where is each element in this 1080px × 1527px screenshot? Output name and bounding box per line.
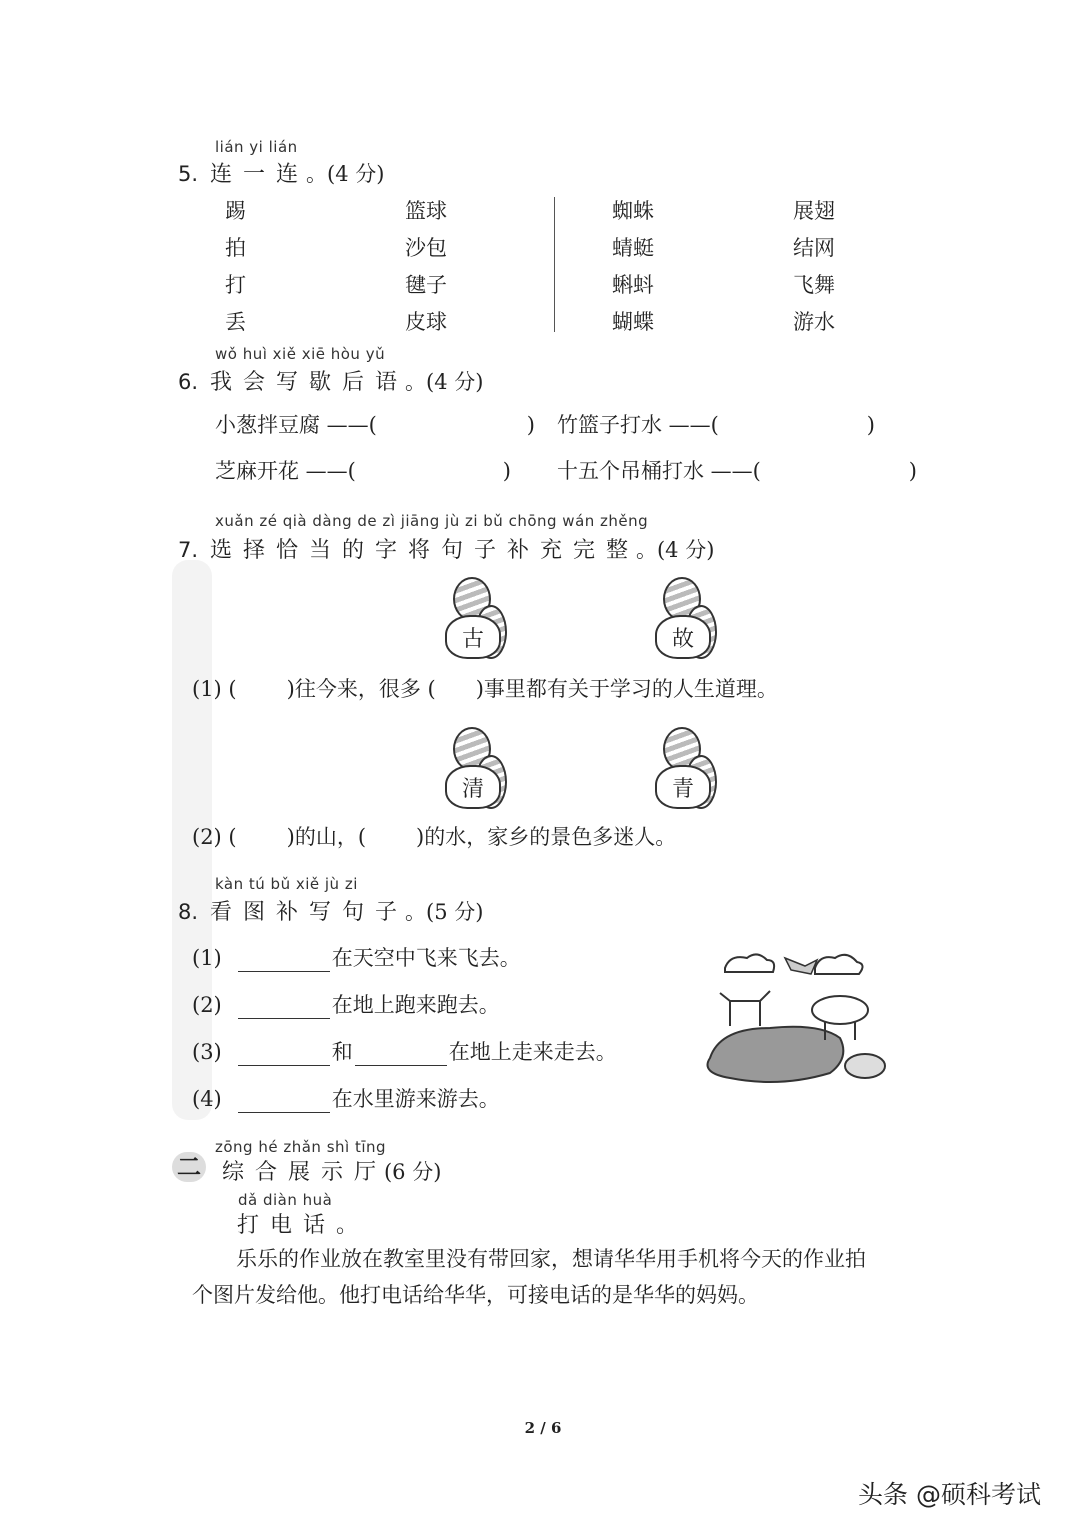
- match-verb: 打: [225, 273, 246, 297]
- q8-item: [192, 1083, 500, 1113]
- match-verb: 踢: [225, 199, 246, 223]
- item-number: (3): [192, 1040, 222, 1064]
- q7-s2-b: )的山，(: [286, 825, 367, 849]
- q8-score: 。(5 分): [405, 900, 484, 924]
- answer-blank[interactable]: [238, 951, 330, 972]
- section-mark: 二: [172, 1152, 206, 1182]
- q7-s2-a: (2) (: [192, 825, 237, 849]
- q6-title: 我 会 写 歇 后 语: [210, 370, 400, 395]
- q7-title: 选 择 恰 当 的 字 将 句 子 补 充 完 整: [210, 538, 630, 563]
- q7-s1-b: )往今来，很多 (: [286, 677, 436, 701]
- match-action: 展翅: [793, 199, 835, 223]
- paragraph-line: 个图片发给他。他打电话给华华，可接电话的是华华的妈妈。: [192, 1283, 759, 1307]
- match-insect: 蝴蝶: [612, 310, 654, 334]
- match-insect: 蜘蛛: [612, 199, 654, 223]
- q6-close: ): [526, 413, 535, 437]
- watermark-text: 头条 @硕科考试: [858, 1480, 1041, 1509]
- q7-s1-c: )事里都有关于学习的人生道理。: [475, 677, 778, 701]
- item-text: 在地上跑来跑去。: [331, 993, 500, 1017]
- q5-title: 连 一 连: [210, 162, 301, 187]
- q5-number: 5.: [178, 162, 199, 186]
- q8-pinyin: kàn tú bǔ xiě jù zi: [215, 875, 358, 893]
- item-number: (4): [192, 1087, 222, 1111]
- item-text: 在天空中飞来飞去。: [331, 946, 521, 970]
- bee-card: [445, 725, 507, 807]
- sec2-title: 综 合 展 示 厅: [222, 1160, 378, 1185]
- bee-card: [445, 575, 507, 657]
- sec2-heading: [222, 1155, 441, 1186]
- match-verb: 拍: [225, 236, 246, 260]
- q8-heading: [178, 895, 483, 926]
- char-option: 青: [655, 765, 711, 809]
- q6-row: [215, 455, 511, 485]
- q6-score: 。(4 分): [405, 370, 484, 394]
- match-object: 皮球: [405, 310, 447, 334]
- sub-title: 打 电 话 。: [237, 1213, 360, 1238]
- q6-item: 竹篮子打水 ——(: [557, 413, 719, 437]
- q7-sentence-1: [192, 673, 778, 703]
- answer-blank[interactable]: [355, 1045, 447, 1066]
- q7-s1-a: (1) (: [192, 677, 237, 701]
- char-option: 故: [655, 615, 711, 659]
- match-verb: 丢: [225, 310, 246, 334]
- answer-blank[interactable]: [238, 1045, 330, 1066]
- answer-blank[interactable]: [238, 1092, 330, 1113]
- q6-row: [557, 455, 917, 485]
- match-object: 篮球: [405, 199, 447, 223]
- divider: [554, 197, 555, 332]
- q8-title: 看 图 补 写 句 子: [210, 900, 400, 925]
- q6-item: 十五个吊桶打水 ——(: [557, 459, 761, 483]
- sec2-pinyin: zōng hé zhǎn shì tīng: [215, 1138, 387, 1156]
- q6-number: 6.: [178, 370, 199, 394]
- page-number: 2 / 6: [524, 1419, 562, 1437]
- sec2-score: (6 分): [383, 1160, 442, 1184]
- item-number: (2): [192, 993, 222, 1017]
- match-insect: 蜻蜓: [612, 236, 654, 260]
- conjunction: 和: [331, 1040, 353, 1064]
- q6-item: 小葱拌豆腐 ——(: [215, 413, 377, 437]
- match-action: 飞舞: [793, 273, 835, 297]
- q5-pinyin: lián yi lián: [215, 138, 298, 156]
- q6-row: [557, 409, 875, 439]
- q6-row: [215, 409, 535, 439]
- q8-item: [192, 989, 500, 1019]
- animals-scene-illustration: [690, 948, 918, 1103]
- answer-blank[interactable]: [238, 998, 330, 1019]
- q7-score: 。(4 分): [635, 538, 715, 562]
- q7-pinyin: xuǎn zé qià dàng de zì jiāng jù zi bǔ chōng wán zhěng: [215, 512, 649, 530]
- item-text: 在水里游来游去。: [331, 1087, 500, 1111]
- q7-number: 7.: [178, 538, 199, 562]
- char-option: 清: [445, 765, 501, 809]
- match-insect: 蝌蚪: [612, 273, 654, 297]
- item-text: 在地上走来走去。: [448, 1040, 617, 1064]
- q5-heading: [178, 157, 384, 188]
- sub-pinyin: dǎ diàn huà: [238, 1191, 333, 1209]
- match-object: 沙包: [405, 236, 447, 260]
- q7-heading: [178, 533, 714, 564]
- q7-s2-c: )的水，家乡的景色多迷人。: [416, 825, 677, 849]
- q6-item: 芝麻开花 ——(: [215, 459, 356, 483]
- q6-close: ): [502, 459, 511, 483]
- match-action: 结网: [793, 236, 835, 260]
- q6-close: ): [908, 459, 917, 483]
- q6-close: ): [866, 413, 875, 437]
- q8-item: [192, 1036, 617, 1066]
- q7-sentence-2: [192, 821, 676, 851]
- q5-score: 。(4 分): [306, 162, 385, 186]
- item-number: (1): [192, 946, 222, 970]
- q6-heading: [178, 365, 483, 396]
- q8-number: 8.: [178, 900, 199, 924]
- match-object: 毽子: [405, 273, 447, 297]
- char-option: 古: [445, 615, 501, 659]
- bee-card: [655, 725, 717, 807]
- paragraph-line: 乐乐的作业放在教室里没有带回家，想请华华用手机将今天的作业拍: [236, 1247, 866, 1271]
- match-action: 游水: [793, 310, 835, 334]
- q8-item: [192, 942, 521, 972]
- bee-card: [655, 575, 717, 657]
- q6-pinyin: wǒ huì xiě xiē hòu yǔ: [215, 345, 386, 363]
